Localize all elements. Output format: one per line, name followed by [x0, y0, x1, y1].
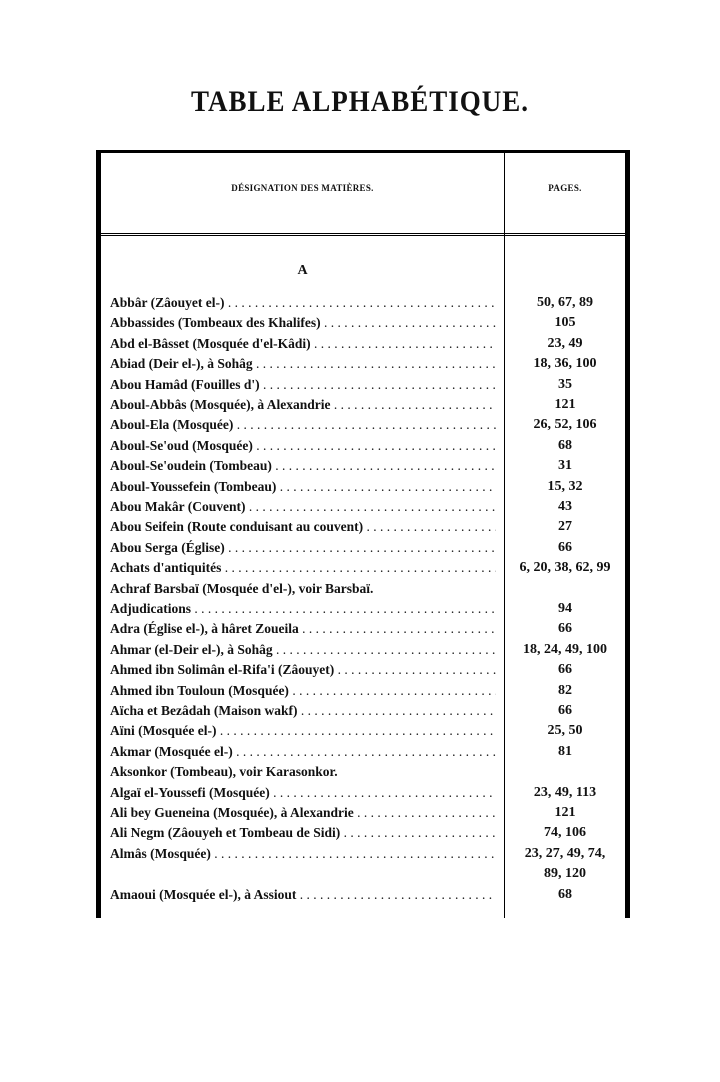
entry-pages: 66 — [558, 539, 572, 555]
index-entry — [101, 479, 625, 499]
index-entry — [101, 438, 625, 458]
index-entry — [101, 785, 625, 805]
index-entry — [101, 295, 625, 315]
entry-name: Abou Serga (Église) . . . — [110, 540, 496, 556]
index-entry — [101, 703, 625, 723]
index-entry — [101, 846, 625, 866]
entry-pages: 18, 24, 49, 100 — [523, 641, 607, 657]
index-entry — [101, 723, 625, 743]
entry-name: Abbassides (Tombeaux des Khalifes) . . . — [110, 315, 496, 331]
entry-name: Aboul-Abbâs (Mosquée), à Alexandrie . . . — [110, 397, 496, 413]
entry-pages: 25, 50 — [547, 723, 583, 739]
entry-pages: 23, 27, 49, 74, — [524, 845, 606, 861]
index-entry — [101, 744, 625, 764]
column-header-matters: DÉSIGNATION DES MATIÈRES. — [231, 183, 374, 193]
entry-name: Abou Makâr (Couvent) . . . — [110, 499, 496, 515]
index-entry — [101, 683, 625, 703]
entry-pages: 66 — [558, 703, 572, 718]
index-entry — [101, 377, 625, 397]
index-entry — [101, 499, 625, 519]
entry-pages: 121 — [554, 805, 576, 820]
entry-name: Aksonkor (Tombeau), voir Karasonkor. — [110, 764, 338, 780]
entry-name: Abou Seifein (Route conduisant au couvent) . . . — [110, 519, 496, 535]
entry-name: Amaoui (Mosquée el-), à Assiout . . . — [110, 887, 496, 903]
index-entry — [101, 315, 625, 335]
index-entry — [101, 519, 625, 539]
entry-pages: 74, 106 — [544, 825, 586, 841]
entry-pages: 31 — [558, 458, 572, 474]
entry-name: Aboul-Se'oud (Mosquée) . . . — [110, 438, 496, 454]
entry-pages: 89, 120 — [544, 866, 586, 882]
header-rule — [101, 233, 625, 236]
entry-name: Almâs (Mosquée) . . . — [110, 846, 496, 862]
entry-name: Aïcha et Bezâdah (Maison wakf) . . . — [110, 703, 496, 719]
section-letter: A — [297, 263, 308, 278]
entry-name: Achraf Barsbaï (Mosquée d'el-), voir Barsbaï. — [110, 580, 374, 596]
entry-name: Abbâr (Zâouyet el-) . . . — [110, 295, 496, 311]
entry-name: Adjudications . . . — [110, 601, 496, 617]
entry-name: Achats d'antiquités . . . — [110, 560, 496, 576]
entry-pages: 68 — [558, 437, 572, 453]
entry-name: Abiad (Deir el-), à Sohâg . . . — [110, 356, 496, 372]
index-entry — [101, 336, 625, 356]
entry-name: Aboul-Se'oudein (Tombeau) . . . — [110, 458, 496, 474]
index-entry — [101, 642, 625, 662]
index-entry — [101, 458, 625, 478]
entry-name: Ahmar (el-Deir el-), à Sohâg . . . — [110, 642, 496, 658]
index-entry — [101, 805, 625, 825]
entry-name: Ali Negm (Zâouyeh et Tombeau de Sidi) . . . — [110, 825, 496, 841]
entry-pages: 35 — [558, 376, 572, 392]
entry-pages: 6, 20, 38, 62, 99 — [519, 560, 611, 576]
page-title: TABLE ALPHABÉTIQUE. — [190, 84, 530, 118]
entry-name: Ahmed ibn Touloun (Mosquée) . . . — [110, 683, 496, 699]
entry-pages: 23, 49 — [547, 335, 583, 351]
entry-pages: 68 — [558, 886, 572, 902]
index-entry — [101, 560, 625, 580]
index-entry — [101, 581, 625, 601]
entry-pages: 18, 36, 100 — [533, 356, 597, 372]
index-entry — [101, 417, 625, 437]
entry-pages: 15, 32 — [547, 478, 583, 494]
entry-name: Abd el-Bâsset (Mosquée d'el-Kâdi) . . . — [110, 336, 496, 352]
entry-pages: 121 — [554, 397, 576, 412]
entry-name: Abou Hamâd (Fouilles d') . . . — [110, 377, 496, 393]
entry-pages: 81 — [558, 743, 572, 759]
entry-name: Aboul-Youssefein (Tombeau) . . . — [110, 479, 496, 495]
entry-pages: 66 — [558, 621, 572, 637]
entry-pages: 23, 49, 113 — [533, 784, 597, 800]
index-entry — [101, 540, 625, 560]
entry-name: Aboul-Ela (Mosquée) . . . — [110, 417, 496, 433]
entry-pages: 94 — [558, 601, 572, 616]
index-entry — [101, 397, 625, 417]
index-table — [96, 150, 630, 918]
entry-name: Algaï el-Youssefi (Mosquée) . . . — [110, 785, 496, 801]
entry-pages: 26, 52, 106 — [533, 417, 597, 433]
entry-pages: 27 — [558, 519, 572, 535]
entry-name: Aïni (Mosquée el-) . . . — [110, 723, 496, 739]
entry-name: Adra (Église el-), à hâret Zoueila . . . — [110, 621, 496, 637]
entry-pages: 66 — [558, 662, 572, 678]
entry-pages: 105 — [554, 315, 576, 331]
entry-pages: 82 — [558, 682, 572, 698]
index-entry — [101, 825, 625, 845]
column-header-pages: PAGES. — [548, 183, 582, 193]
index-entry — [101, 887, 625, 907]
index-entry — [101, 356, 625, 376]
index-entry — [101, 621, 625, 641]
index-entry — [101, 866, 625, 886]
index-entry — [101, 764, 625, 784]
entry-name: Ali bey Gueneina (Mosquée), à Alexandrie . . . — [110, 805, 496, 821]
index-entry — [101, 662, 625, 682]
entry-pages: 43 — [558, 499, 572, 514]
entry-pages: 50, 67, 89 — [537, 295, 593, 310]
entry-name: Ahmed ibn Solimân el-Rifa'i (Zâouyet) . . . — [110, 662, 496, 678]
entry-name: Akmar (Mosquée el-) . . . — [110, 744, 496, 760]
index-entry — [101, 601, 625, 621]
